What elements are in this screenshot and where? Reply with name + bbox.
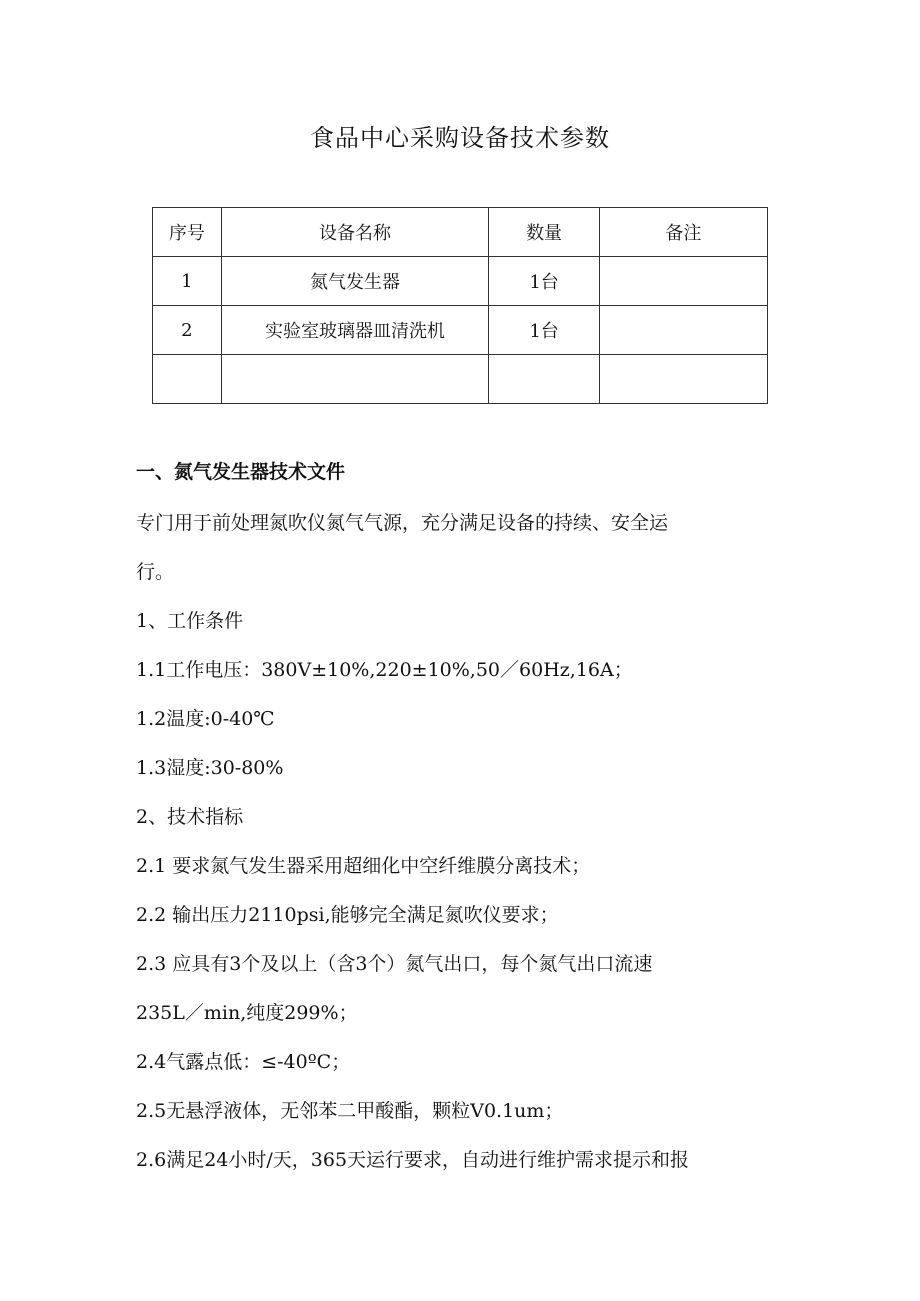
spec-item-continuation: 235L／min,纯度299%； [136,1002,358,1024]
spec-item: 1.3湿度:30-80% [136,757,284,779]
cell-quantity [489,355,599,404]
cell-remarks [599,355,767,404]
header-remarks: 备注 [599,208,767,257]
spec-item: 2.3 应具有3个及以上（含3个）氮气出口，每个氮气出口流速 [136,953,653,975]
header-quantity: 数量 [489,208,599,257]
spec-item: 2.6满足24小时/天，365天运行要求，自动进行维护需求提示和报 [136,1149,690,1171]
header-index: 序号 [153,208,222,257]
spec-item: 2.1 要求氮气发生器采用超细化中空纤维膜分离技术； [136,855,591,877]
header-equipment-name: 设备名称 [221,208,489,257]
cell-remarks [599,306,767,355]
cell-index: 2 [153,306,222,355]
cell-quantity: 1台 [489,257,599,306]
cell-equipment-name [221,355,489,404]
spec-item: 2.4气露点低：≤-40ºC； [136,1051,351,1073]
cell-equipment-name: 氮气发生器 [221,257,489,306]
table-row [153,355,768,404]
section-heading: 一、氮气发生器技术文件 [136,461,346,483]
spec-item: 1.2温度:0-40℃ [136,708,275,730]
subsection-heading: 2、技术指标 [136,806,244,828]
cell-quantity: 1台 [489,306,599,355]
cell-index: 1 [153,257,222,306]
table-row [153,257,768,306]
intro-paragraph-line: 行。 [136,561,175,583]
table-row [153,306,768,355]
document-title: 食品中心采购设备技术参数 [310,124,610,152]
table-header-row [153,208,768,257]
intro-paragraph-line: 专门用于前处理氮吹仪氮气气源，充分满足设备的持续、安全运 [136,512,669,534]
spec-item: 2.2 输出压力2110psi,能够完全满足氮吹仪要求； [136,904,559,926]
spec-item: 1.1工作电压：380V±10%,220±10%,50／60Hz,16A； [136,659,633,681]
cell-remarks [599,257,767,306]
cell-equipment-name: 实验室玻璃器皿清洗机 [221,306,489,355]
cell-index [153,355,222,404]
equipment-table [152,207,768,404]
spec-item: 2.5无悬浮液体，无邻苯二甲酸酯，颗粒V0.1um； [136,1100,564,1122]
subsection-heading: 1、工作条件 [136,610,244,632]
